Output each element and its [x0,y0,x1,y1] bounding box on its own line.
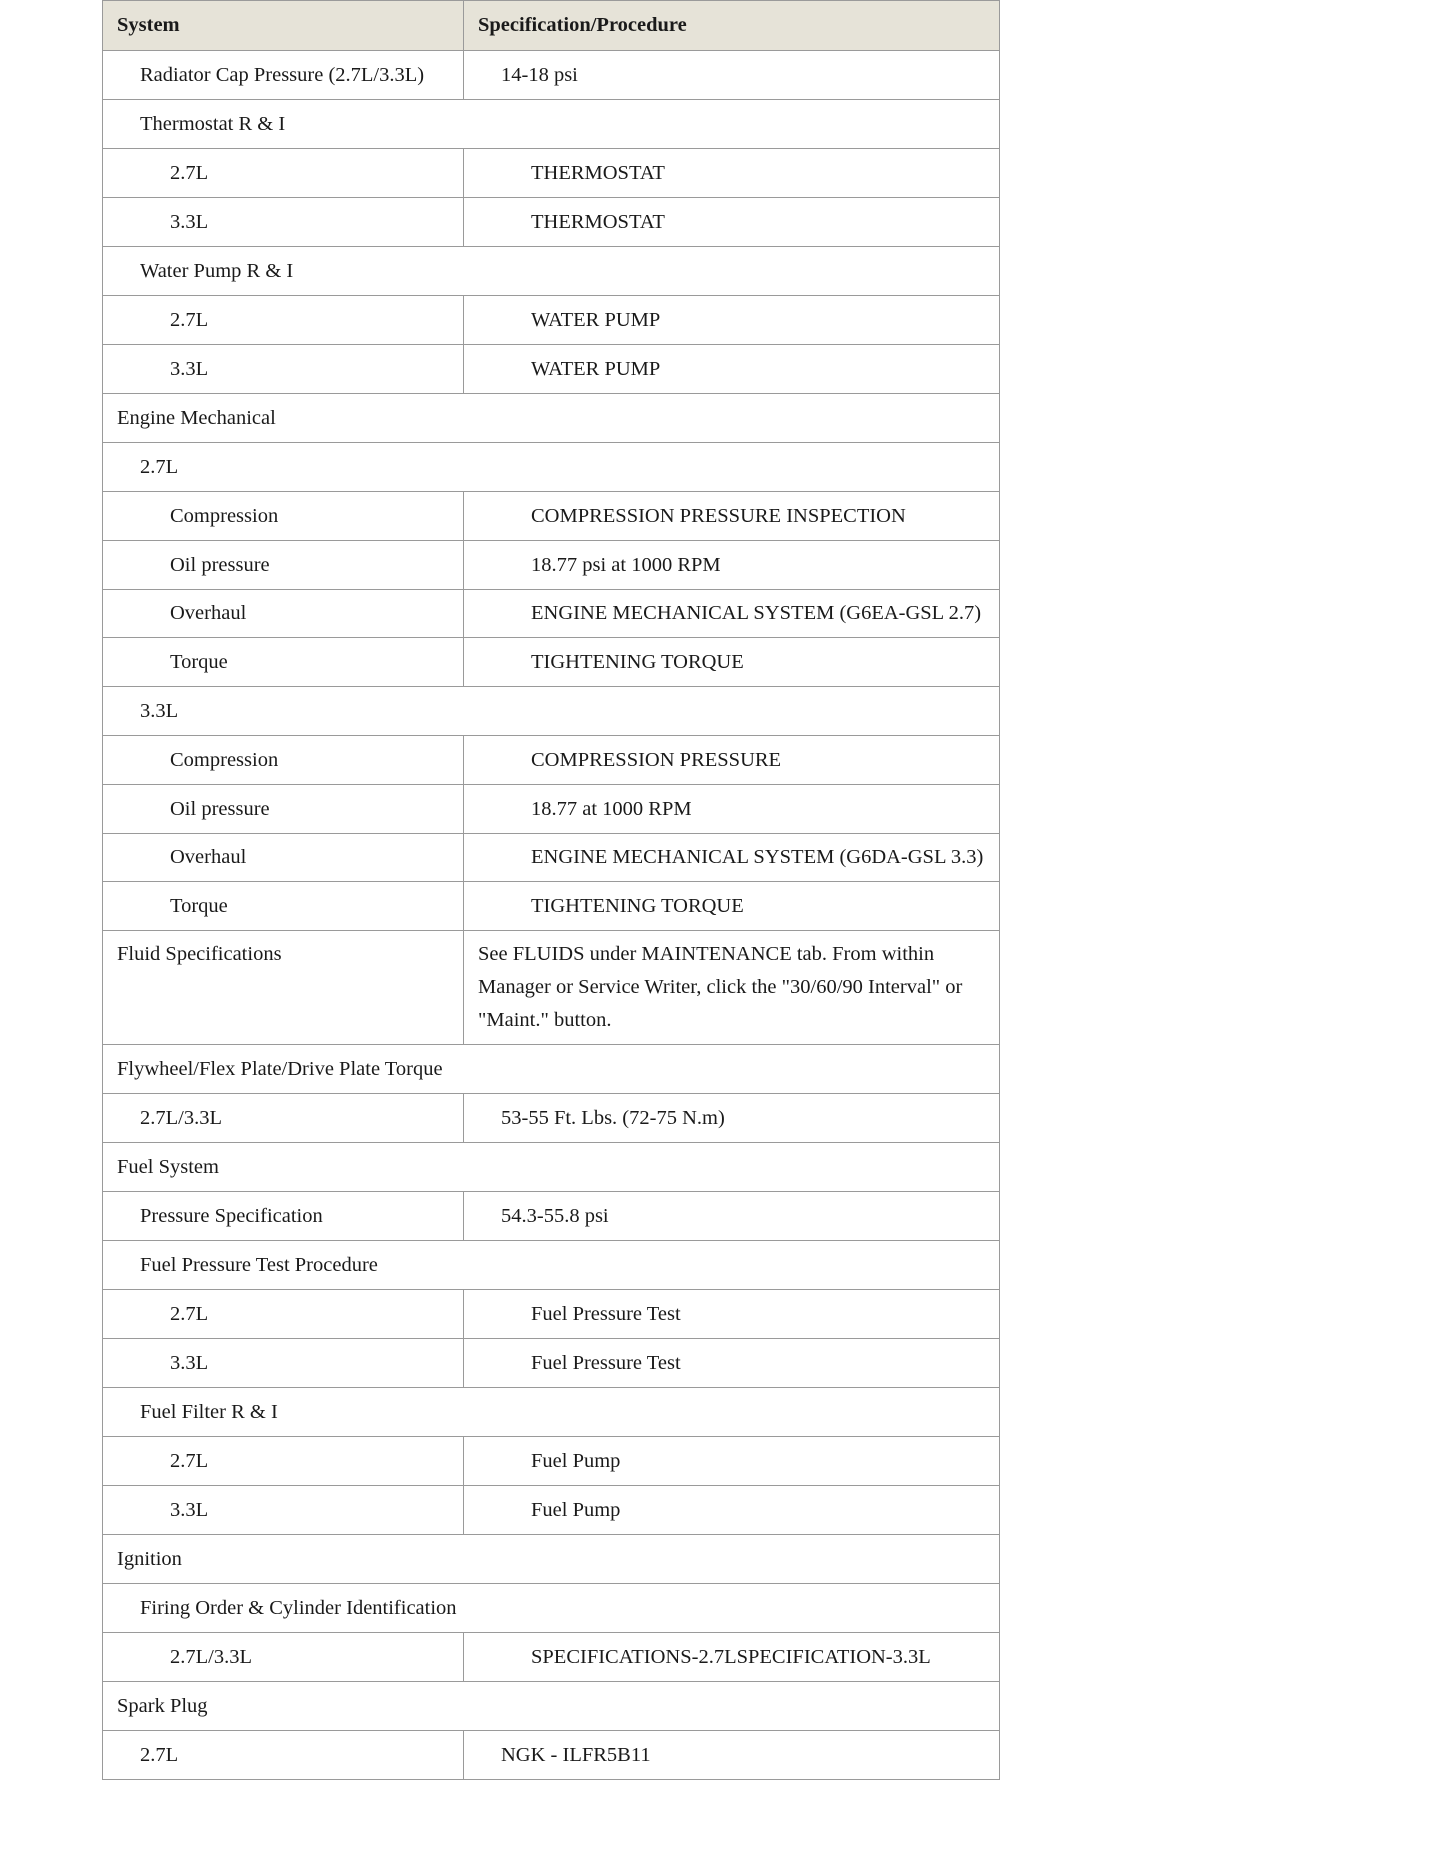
table-row [103,834,1000,882]
specification-cell: Fuel Pressure Test [464,1290,1000,1339]
system-cell: Radiator Cap Pressure (2.7L/3.3L) [103,51,464,100]
specification-cell: TIGHTENING TORQUE [464,882,1000,931]
table-row [103,198,1000,247]
section-heading-cell: Engine Mechanical [103,394,1000,443]
system-cell: Compression [103,736,464,785]
section-heading-cell: Spark Plug [103,1682,1000,1731]
table-row [103,1192,1000,1241]
specification-cell: ENGINE MECHANICAL SYSTEM (G6EA-GSL 2.7) [464,590,1000,638]
system-cell: 2.7L/3.3L [103,1094,464,1143]
system-cell: Overhaul [103,590,464,638]
system-cell: Fluid Specifications [103,931,464,1045]
system-cell: Oil pressure [103,541,464,590]
specification-table [102,0,1000,1780]
section-heading-cell: Fuel System [103,1143,1000,1192]
specification-cell: Fuel Pressure Test [464,1339,1000,1388]
section-heading-cell: Ignition [103,1535,1000,1584]
table-row [103,1290,1000,1339]
table-section-row [103,1535,1000,1584]
specification-cell: ENGINE MECHANICAL SYSTEM (G6DA-GSL 3.3) [464,834,1000,882]
table-section-row [103,443,1000,492]
specification-cell: WATER PUMP [464,345,1000,394]
system-cell: 3.3L [103,1339,464,1388]
specification-cell: 18.77 psi at 1000 RPM [464,541,1000,590]
section-heading-cell: 3.3L [103,687,1000,736]
system-cell: 2.7L [103,149,464,198]
table-row [103,1486,1000,1535]
table-row [103,638,1000,687]
specification-cell: 14-18 psi [464,51,1000,100]
table-section-row [103,247,1000,296]
specification-cell: 53-55 Ft. Lbs. (72-75 N.m) [464,1094,1000,1143]
system-cell: Torque [103,882,464,931]
specification-cell: 54.3-55.8 psi [464,1192,1000,1241]
table-section-row [103,687,1000,736]
table-row [103,1437,1000,1486]
section-heading-cell: Fuel Filter R & I [103,1388,1000,1437]
system-cell: 2.7L [103,296,464,345]
specification-cell: See FLUIDS under MAINTENANCE tab. From within Manager or Service Writer, click the "30/60/90 Interval" or "Maint." button. [464,931,1000,1045]
system-cell: 3.3L [103,198,464,247]
specification-cell: THERMOSTAT [464,198,1000,247]
table-section-row [103,1143,1000,1192]
table-row [103,736,1000,785]
specification-cell: Fuel Pump [464,1437,1000,1486]
table-row [103,931,1000,1045]
system-cell: 2.7L [103,1437,464,1486]
system-cell: 2.7L [103,1290,464,1339]
specification-cell: NGK - ILFR5B11 [464,1731,1000,1780]
table-section-row [103,1045,1000,1094]
section-heading-cell: Fuel Pressure Test Procedure [103,1241,1000,1290]
table-row [103,1094,1000,1143]
section-heading-cell: Flywheel/Flex Plate/Drive Plate Torque [103,1045,1000,1094]
table-body [103,51,1000,1780]
system-cell: 3.3L [103,345,464,394]
table-section-row [103,1682,1000,1731]
table-section-row [103,394,1000,443]
section-heading-cell: Firing Order & Cylinder Identification [103,1584,1000,1633]
table-row [103,541,1000,590]
header-system: System [103,1,464,51]
table-row [103,296,1000,345]
section-heading-cell: 2.7L [103,443,1000,492]
system-cell: Compression [103,492,464,541]
specification-cell: Fuel Pump [464,1486,1000,1535]
table-row [103,882,1000,931]
specification-cell: WATER PUMP [464,296,1000,345]
table-row [103,785,1000,834]
system-cell: Pressure Specification [103,1192,464,1241]
header-specification: Specification/Procedure [464,1,1000,51]
system-cell: Overhaul [103,834,464,882]
specification-cell: SPECIFICATIONS-2.7LSPECIFICATION-3.3L [464,1633,1000,1682]
system-cell: Torque [103,638,464,687]
table-row [103,51,1000,100]
table-row [103,1633,1000,1682]
table-row [103,492,1000,541]
table-section-row [103,1584,1000,1633]
system-cell: 2.7L/3.3L [103,1633,464,1682]
specification-cell: 18.77 at 1000 RPM [464,785,1000,834]
system-cell: 3.3L [103,1486,464,1535]
specification-cell: COMPRESSION PRESSURE INSPECTION [464,492,1000,541]
system-cell: Oil pressure [103,785,464,834]
table-section-row [103,1241,1000,1290]
section-heading-cell: Thermostat R & I [103,100,1000,149]
specification-cell: COMPRESSION PRESSURE [464,736,1000,785]
section-heading-cell: Water Pump R & I [103,247,1000,296]
specification-cell: TIGHTENING TORQUE [464,638,1000,687]
table-row [103,149,1000,198]
system-cell: 2.7L [103,1731,464,1780]
specification-cell: THERMOSTAT [464,149,1000,198]
table-row [103,345,1000,394]
table-row [103,1731,1000,1780]
table-header-row [103,1,1000,51]
table-row [103,590,1000,638]
table-section-row [103,100,1000,149]
table-section-row [103,1388,1000,1437]
table-row [103,1339,1000,1388]
